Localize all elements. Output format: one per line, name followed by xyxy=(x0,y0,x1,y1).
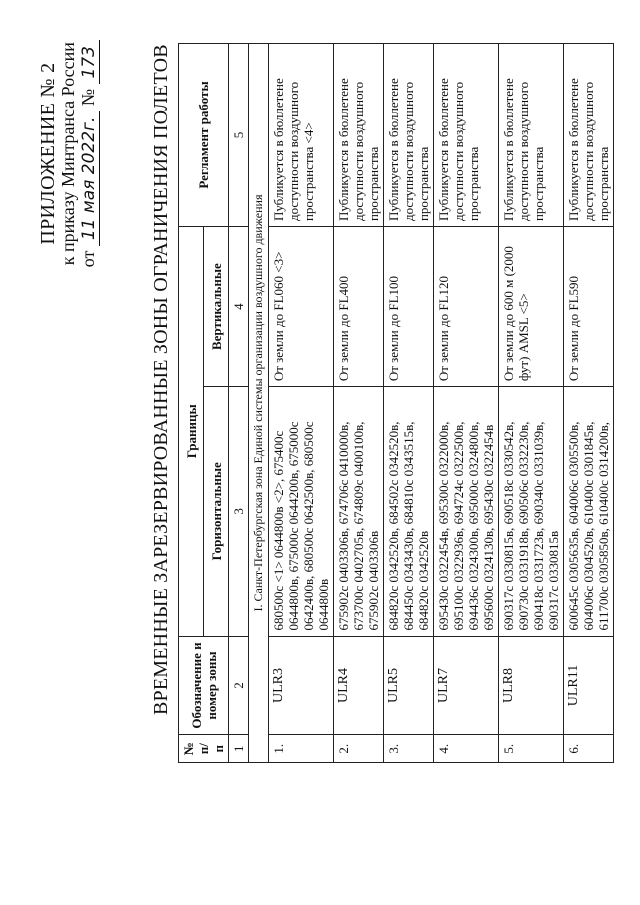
vertical-boundaries: От земли до FL400 xyxy=(334,227,384,387)
table-row xyxy=(334,44,384,763)
vertical-boundaries: От земли до FL100 xyxy=(384,227,434,387)
table-row xyxy=(434,44,499,763)
col-number: 1 xyxy=(229,735,249,763)
horizontal-boundaries: 695430с 0322454в, 695300с 0322000в, 695100с 0322936в, 694724с 0322500в, 694436с 0324300в, 695000с 0324800в, 695600с 0324130в, 695430с 0322454в xyxy=(434,387,499,636)
table-row xyxy=(499,44,564,763)
col-header-vertical: Вертикальные xyxy=(204,227,229,387)
row-number: 4. xyxy=(434,735,499,763)
work-regime: Публикуется в бюллетене доступности воздушного пространства xyxy=(499,44,564,227)
table-row xyxy=(269,44,334,763)
order-date-line xyxy=(78,40,100,267)
handwritten-number: 173 xyxy=(79,40,100,84)
vertical-boundaries: От земли до 600 м (2000 фут) AMSL <5> xyxy=(499,227,564,387)
handwritten-date: 11 мая 2022г. xyxy=(79,111,100,247)
work-regime: Публикуется в бюллетене доступности воздушного пространства xyxy=(384,44,434,227)
col-number: 3 xyxy=(229,387,249,636)
row-number: 5. xyxy=(499,735,564,763)
col-header-n: № п/п xyxy=(179,735,229,763)
zone-designation: ULR7 xyxy=(434,636,499,735)
row-number: 6. xyxy=(564,735,614,763)
col-number: 4 xyxy=(229,227,249,387)
col-header-designation: Обозначение и номер зоны xyxy=(179,636,229,735)
col-header-horizontal: Горизонтальные xyxy=(204,387,229,636)
zones-table xyxy=(178,43,614,763)
row-number: 2. xyxy=(334,735,384,763)
zone-designation: ULR3 xyxy=(269,636,334,735)
section-heading: I. Санкт-Петербургская зона Единой системы организации воздушного движения xyxy=(249,44,269,763)
number-label: № xyxy=(78,88,98,107)
horizontal-boundaries: 600645с 0305635в, 604006с 0305500в, 604006с 0304520в, 610400с 0301845в, 611700с 0305850в, 610400с 0314200в, xyxy=(564,387,614,636)
col-number: 5 xyxy=(229,44,249,227)
table-row xyxy=(384,44,434,763)
work-regime: Публикуется в бюллетене доступности воздушного пространства xyxy=(334,44,384,227)
zone-designation: ULR4 xyxy=(334,636,384,735)
vertical-boundaries: От земли до FL590 xyxy=(564,227,614,387)
zone-designation: ULR5 xyxy=(384,636,434,735)
row-number: 1. xyxy=(269,735,334,763)
work-regime: Публикуется в бюллетене доступности воздушного пространства xyxy=(434,44,499,227)
col-header-regime: Регламент работы xyxy=(179,44,229,227)
horizontal-boundaries: 680500с <1> 0644800в <2>, 675400с 0644800в, 675000с 0644200в, 675000с 0642400в, 680500с 0642500в, 680500с 0644800в xyxy=(269,387,334,636)
vertical-boundaries: От земли до FL060 <3> xyxy=(269,227,334,387)
work-regime: Публикуется в бюллетене доступности воздушного пространства <4> xyxy=(269,44,334,227)
appendix-header xyxy=(38,40,100,267)
zone-designation: ULR11 xyxy=(564,636,614,735)
table-row xyxy=(564,44,614,763)
col-number: 2 xyxy=(229,636,249,735)
work-regime: Публикуется в бюллетене доступности воздушного пространства xyxy=(564,44,614,227)
column-numbers-row xyxy=(229,44,249,763)
appendix-title: ПРИЛОЖЕНИЕ № 2 xyxy=(37,62,59,245)
order-line: к приказу Минтранса России xyxy=(58,42,78,266)
horizontal-boundaries: 675902с 0403306в, 674706с 0410000в, 673700с 0402705в, 674809с 0400100в, 675902с 0403306в xyxy=(334,387,384,636)
vertical-boundaries: От земли до FL120 xyxy=(434,227,499,387)
from-label: от xyxy=(78,250,98,268)
horizontal-boundaries: 684820с 0342520в, 684502с 0342520в, 684450с 0343430в, 684810с 0343515в, 684820с 0342520в xyxy=(384,387,434,636)
horizontal-boundaries: 690317с 0330815в, 690518с 0330542в, 690730с 0331918в, 690506с 0332230в, 690418с 0331723в, 690340с 0331039в, 690317с 0330815в xyxy=(499,387,564,636)
col-header-boundaries: Границы xyxy=(179,227,204,636)
row-number: 3. xyxy=(384,735,434,763)
zone-designation: ULR8 xyxy=(499,636,564,735)
page-title: ВРЕМЕННЫЕ ЗАРЕЗЕРВИРОВАННЫЕ ЗОНЫ ОГРАНИЧЕНИЯ ПОЛЕТОВ xyxy=(150,44,172,715)
